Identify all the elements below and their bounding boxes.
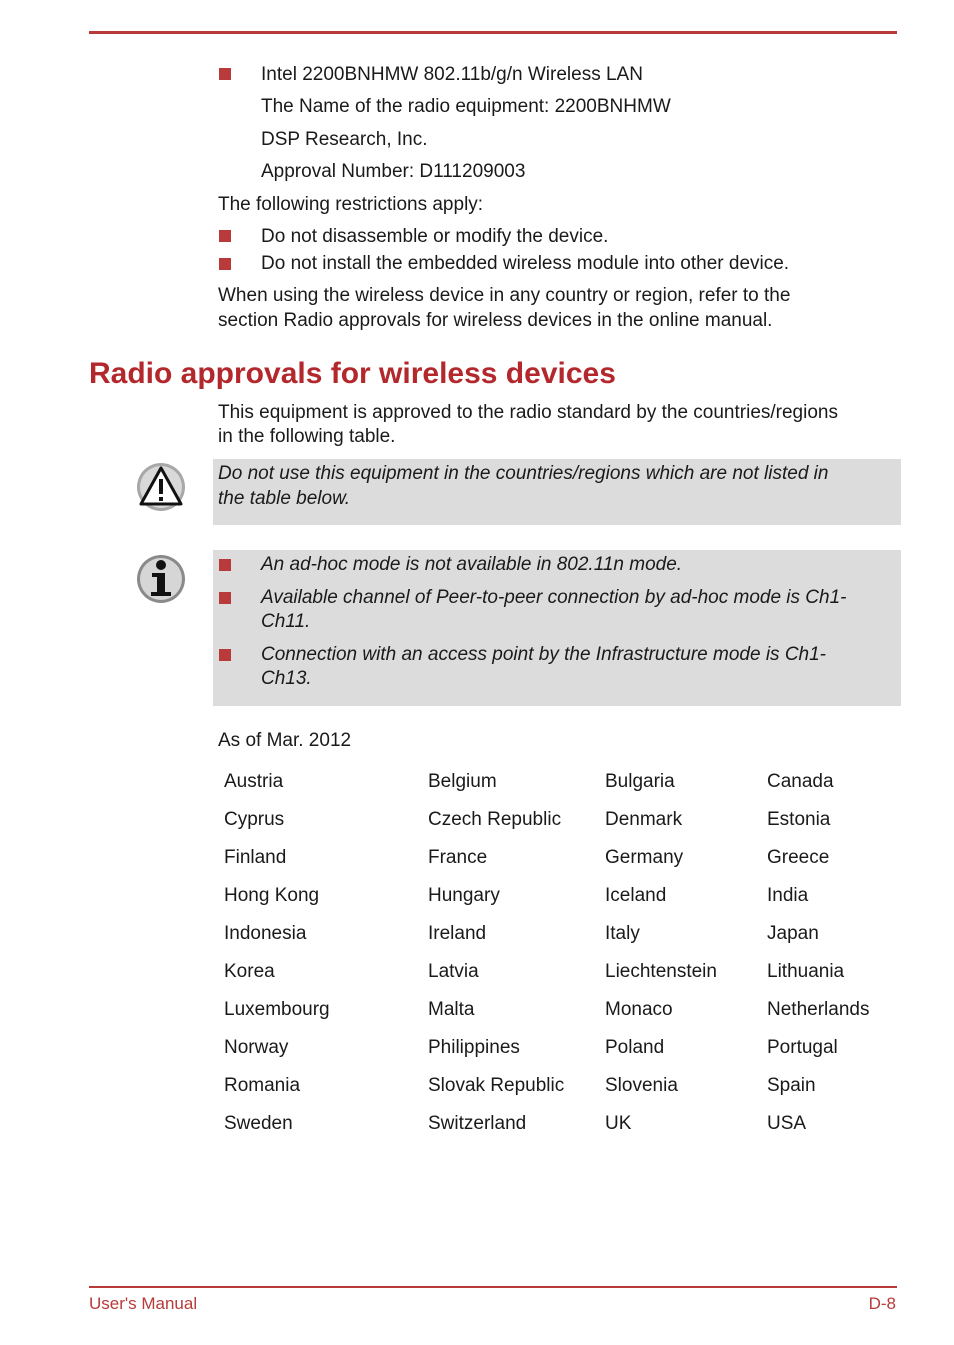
country-cell: Luxembourg [224,999,330,1020]
bullet-square [219,230,231,242]
country-cell: Finland [224,847,287,868]
country-cell: Lithuania [767,961,845,982]
country-cell: Estonia [767,809,831,830]
bottom-rule [89,1286,897,1288]
country-cell: Sweden [224,1113,293,1134]
country-cell: Bulgaria [605,771,675,792]
approval-number-text: Approval Number: D111209003 [261,161,526,182]
restriction-item: Do not install the embedded wireless module into other device. [261,253,790,274]
country-cell: Romania [224,1075,301,1096]
note-item: Connection with an access point by the Infrastructure mode is Ch1- [261,644,827,665]
country-cell: Portugal [767,1037,838,1058]
intro-text-line: in the following table. [218,426,396,447]
country-cell: France [428,847,488,868]
note-item: Available channel of Peer-to-peer connection by ad-hoc mode is Ch1- [261,587,847,608]
country-cell: Austria [224,771,284,792]
country-cell: Netherlands [767,999,870,1020]
country-cell: Italy [605,923,640,944]
country-cell: Denmark [605,809,683,830]
bullet-square [219,68,231,80]
bullet-square [219,559,231,571]
country-cell: Czech Republic [428,809,562,830]
country-cell: Ireland [428,923,487,944]
list-item: Intel 2200BNHMW 802.11b/g/n Wireless LAN [261,64,643,85]
intro-text-line: This equipment is approved to the radio standard by the countries/regions [218,402,838,423]
country-cell: Canada [767,771,834,792]
country-cell: Liechtenstein [605,961,717,982]
country-cell: India [767,885,809,906]
info-icon [136,554,186,604]
country-cell: Indonesia [224,923,307,944]
footer-page-number: D-8 [868,1294,896,1313]
warning-text-line: the table below. [218,488,351,509]
warning-icon [136,462,186,512]
note-item-continued: Ch13. [261,668,312,689]
refer-text-line: section Radio approvals for wireless devices in the online manual. [218,310,773,331]
company-text: DSP Research, Inc. [261,129,428,150]
refer-text-line: When using the wireless device in any country or region, refer to the [218,285,791,306]
country-cell: Spain [767,1075,816,1096]
country-cell: Latvia [428,961,479,982]
country-cell: USA [767,1113,807,1134]
restrictions-intro: The following restrictions apply: [218,194,484,215]
country-cell: Switzerland [428,1113,527,1134]
country-cell: Germany [605,847,684,868]
note-item-continued: Ch11. [261,611,311,632]
country-cell: Norway [224,1037,289,1058]
radio-name-text: The Name of the radio equipment: 2200BNHMW [261,96,671,117]
note-item: An ad-hoc mode is not available in 802.11n mode. [261,554,683,575]
bullet-square [219,592,231,604]
restriction-item: Do not disassemble or modify the device. [261,226,609,247]
country-cell: Cyprus [224,809,285,830]
country-cell: Japan [767,923,819,944]
country-cell: Slovak Republic [428,1075,565,1096]
country-cell: Belgium [428,771,497,792]
bullet-square [219,258,231,270]
section-heading: Radio approvals for wireless devices [89,357,616,390]
country-cell: Korea [224,961,275,982]
warning-text-line: Do not use this equipment in the countries/regions which are not listed in [218,463,829,484]
country-cell: Monaco [605,999,673,1020]
country-cell: Philippines [428,1037,520,1058]
bullet-square [219,649,231,661]
country-cell: Hungary [428,885,500,906]
country-cell: Iceland [605,885,667,906]
country-cell: Slovenia [605,1075,678,1096]
country-cell: Hong Kong [224,885,320,906]
country-cell: Malta [428,999,475,1020]
footer-manual-title: User's Manual [89,1294,198,1313]
country-cell: Greece [767,847,830,868]
country-cell: Poland [605,1037,665,1058]
as-of-date: As of Mar. 2012 [218,730,352,751]
top-rule [89,31,897,34]
country-cell: UK [605,1113,632,1134]
